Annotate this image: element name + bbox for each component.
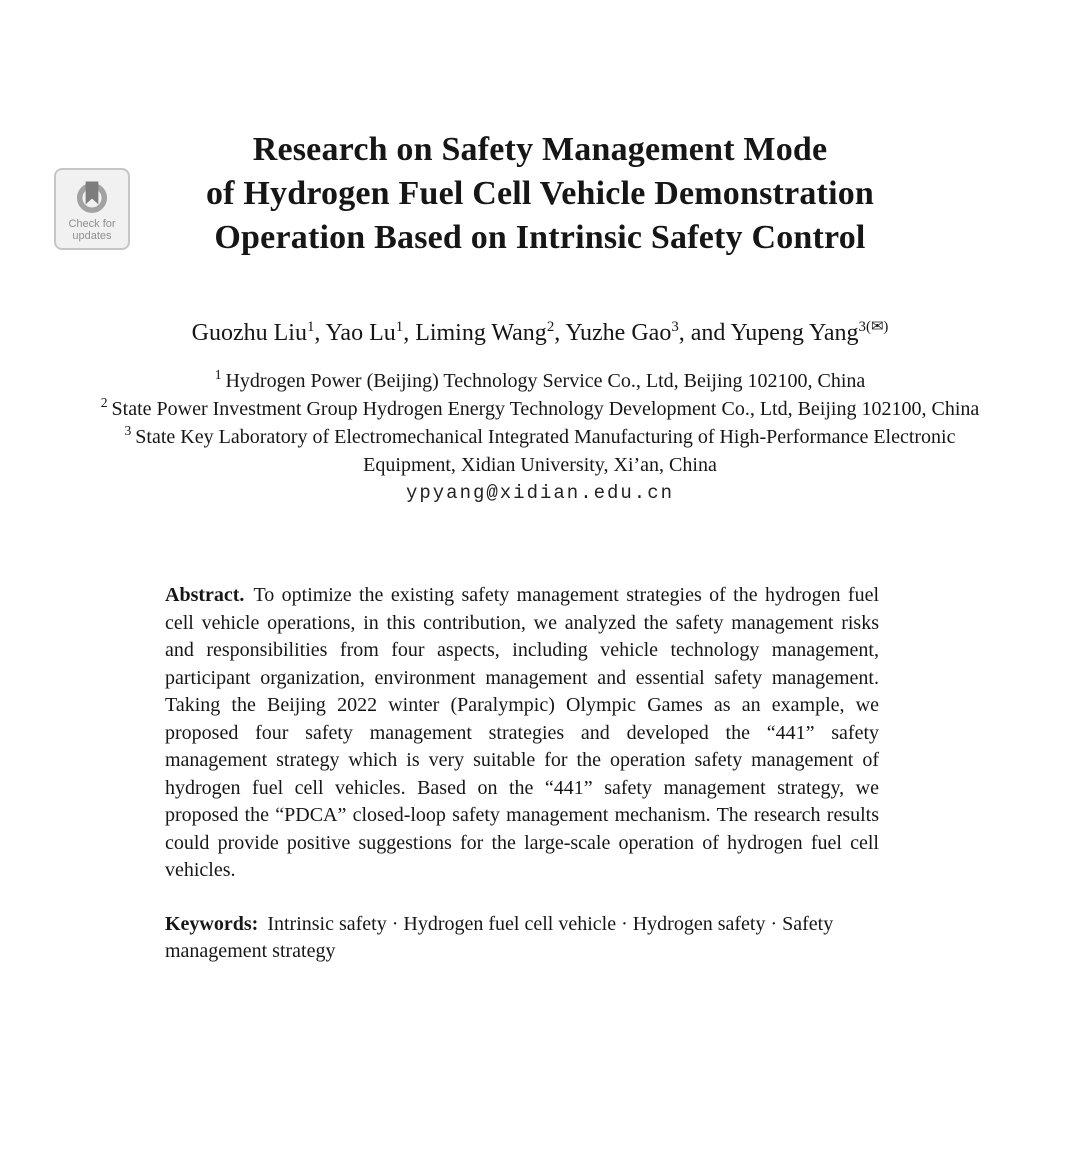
badge-label-line1: Check for (68, 217, 116, 230)
affiliation-item-2 (100, 395, 980, 423)
affiliation-text: State Power Investment Group Hydrogen Energy Technology Development Co., Ltd, Beijing 102100, China (111, 398, 980, 420)
keywords-section (165, 911, 879, 966)
author-separator: , (403, 320, 416, 346)
author-name: Yao Lu (325, 320, 396, 346)
abstract-section (165, 582, 879, 885)
affiliation-item-3 (100, 423, 980, 479)
affiliation-text: State Key Laboratory of Electromechanical Integrated Manufacturing of High-Performance Electronic Equipment, Xidian University, Xi’an, China (135, 426, 956, 476)
author-separator: , (314, 320, 326, 346)
corresponding-author-envelope-icon: 3(✉) (858, 319, 889, 335)
author-name-corresponding: Yupeng Yang (730, 320, 859, 346)
affiliations (100, 367, 980, 479)
bookmark-circle-icon (72, 177, 112, 217)
author-separator: , (554, 320, 566, 346)
affiliation-item-1 (100, 367, 980, 395)
badge-label (68, 218, 115, 242)
author-affiliation-mark: 3 (671, 319, 679, 335)
abstract-text: To optimize the existing safety management strategies of the hydrogen fuel cell vehicle operations, in this contribution, we analyzed the safety management risks and responsibilities from four aspects, including vehicle technology management, participant organization, environment management and essential safety management. Taking the Beijing 2022 winter (Paralympic) Olympic Games as an example, we proposed four safety management strategies and developed the “441” safety management strategy which is very suitable for the operation safety management of hydrogen fuel cell vehicles. Based on the “441” safety management strategy, we proposed the “PDCA” closed-loop safety management mechanism. The research results could provide positive suggestions for the large-scale operation of hydrogen fuel cell vehicles. (165, 584, 879, 881)
abstract-label: Abstract. (165, 584, 245, 606)
author-name: Guozhu Liu (191, 320, 307, 346)
author-name: Liming Wang (415, 320, 547, 346)
author-affiliation-mark: 2 (546, 319, 555, 335)
affiliation-number: 1 (214, 367, 222, 383)
affiliation-text: Hydrogen Power (Beijing) Technology Service Co., Ltd, Beijing 102100, China (225, 370, 866, 392)
badge-label-line2: updates (72, 229, 112, 242)
authors-line (0, 320, 1080, 347)
keywords-text: Intrinsic safety · Hydrogen fuel cell vehicle · Hydrogen safety · Safety management strategy (165, 912, 834, 962)
author-affiliation-mark: 1 (306, 319, 315, 335)
author-affiliation-mark: 1 (395, 319, 404, 335)
email-link[interactable]: ypyang@xidian.edu.cn (405, 482, 675, 504)
check-updates-badge[interactable] (54, 168, 130, 250)
paper-title (0, 128, 1080, 260)
keywords-label: Keywords: (165, 912, 259, 935)
paper-page (0, 128, 1080, 966)
affiliation-number: 2 (100, 395, 108, 411)
title-line-3: Operation Based on Intrinsic Safety Control (214, 219, 866, 256)
author-name: Yuzhe Gao (565, 320, 672, 346)
affiliation-number: 3 (124, 423, 132, 439)
author-separator: , and (678, 320, 731, 346)
title-line-1: Research on Safety Management Mode (252, 131, 828, 168)
title-line-2: of Hydrogen Fuel Cell Vehicle Demonstration (205, 175, 875, 212)
